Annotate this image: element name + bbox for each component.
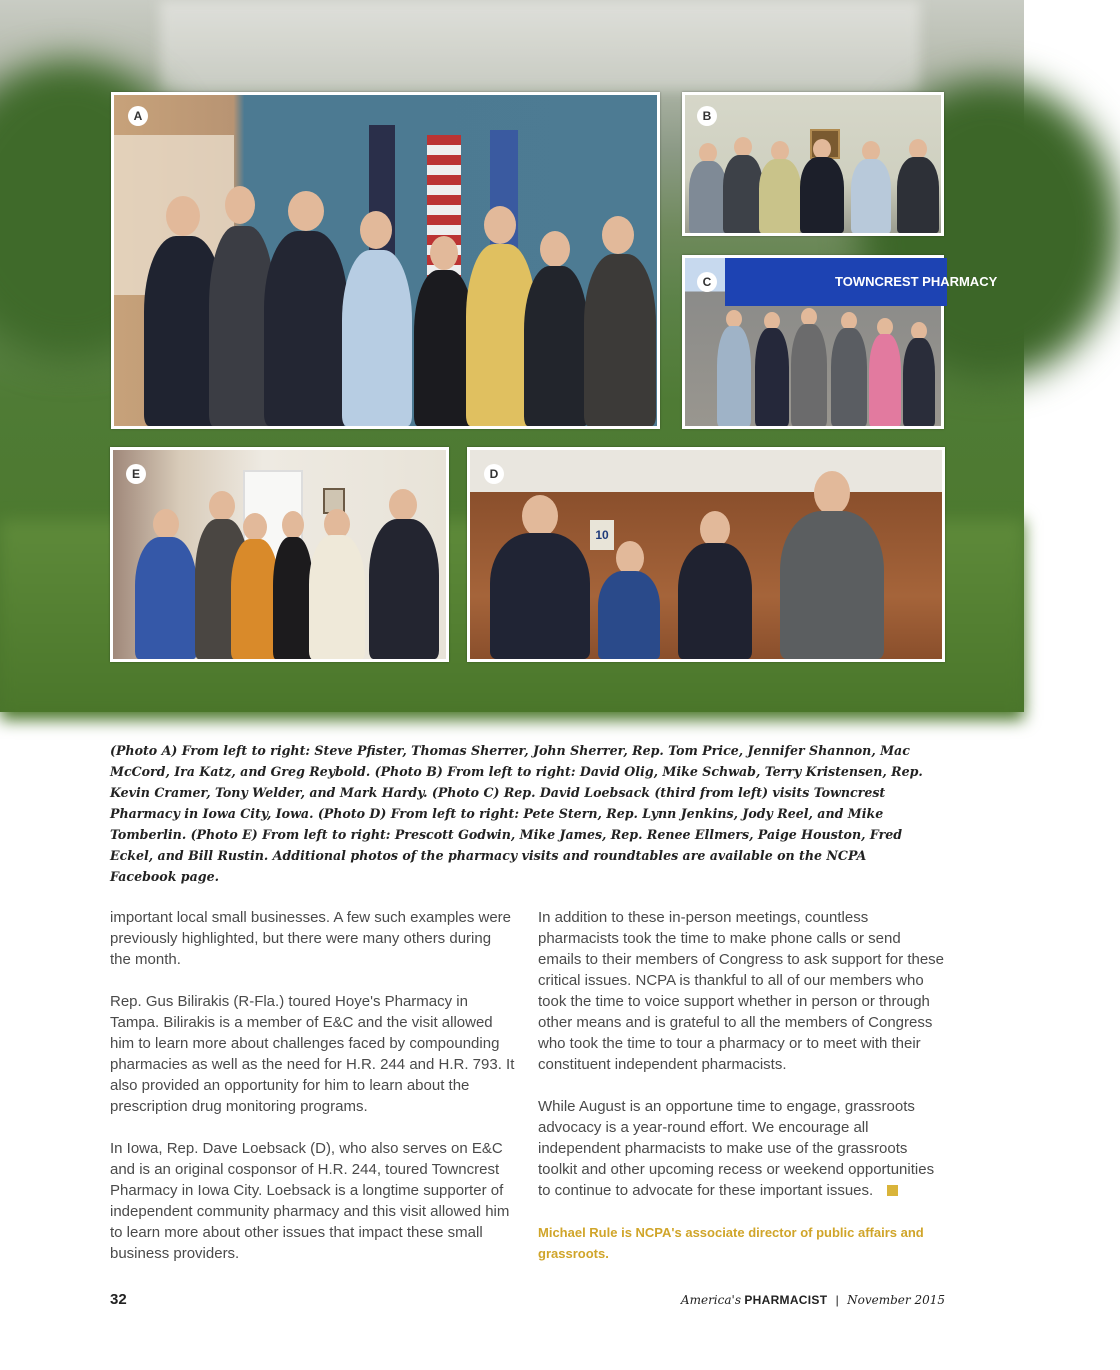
photo-c: [682, 255, 998, 429]
person: [678, 511, 752, 659]
issue-date: November 2015: [847, 1293, 945, 1307]
right-column: [538, 907, 948, 1285]
person: [309, 509, 365, 659]
photo-label: C: [697, 272, 717, 292]
photo-a: [111, 92, 660, 429]
author-bio: Michael Rule is NCPA's associate director of public affairs and grassroots.: [538, 1225, 924, 1261]
photo-e: [110, 447, 449, 662]
magazine-prefix: America's: [680, 1293, 741, 1307]
person: [791, 308, 827, 426]
award-plaque: 10: [590, 520, 614, 550]
magazine-name: PHARMACIST: [744, 1293, 828, 1307]
photo-d: [467, 447, 945, 662]
person: [264, 191, 348, 426]
end-of-article-icon: [887, 1185, 898, 1196]
photo-b: [682, 92, 944, 236]
person: [755, 312, 789, 426]
photo-label: A: [128, 106, 148, 126]
page-number: 32: [110, 1291, 127, 1308]
person: [897, 139, 939, 233]
person: [273, 511, 313, 659]
paragraph: Rep. Gus Bilirakis (R-Fla.) toured Hoye's Pharmacy in Tampa. Bilirakis is a member of E&C and the visit allowed him to learn more about challenges faced by compounding pharmacies as well as the need for H.R. 244 and H.R. 793. It also provided an opportunity for him to learn about the prescription drug monitoring programs.: [110, 993, 515, 1115]
person: [490, 495, 590, 659]
person: [689, 143, 727, 233]
person: [831, 312, 867, 426]
person: [342, 211, 412, 426]
person: [414, 236, 474, 426]
person: [800, 139, 844, 233]
person: [780, 471, 884, 659]
person: [598, 541, 660, 659]
person: [903, 322, 935, 426]
paragraph-text: While August is an opportune time to engage, grassroots advocacy is a year-round effort. We encourage all independent pharmacists to make use of the grassroots toolkit and other upcoming recess or weekend opportunities to continue to advocate for these important issues.: [538, 1098, 935, 1199]
person: [869, 318, 901, 426]
person: [369, 489, 439, 659]
magazine-footer: [681, 1293, 945, 1307]
photo-label: B: [697, 106, 717, 126]
person: [231, 513, 279, 659]
person: [584, 216, 656, 426]
person: [723, 137, 763, 233]
left-column: [110, 907, 515, 1285]
paragraph: In Iowa, Rep. Dave Loebsack (D), who also serves on E&C and is an original cosponsor of H.R. 244, toured Towncrest Pharmacy in Iowa City. Loebsack is a longtime supporter of independent community pharmacy and this visit allowed him to learn more about other issues that impact these small business providers.: [110, 1140, 510, 1262]
photo-label: E: [126, 464, 146, 484]
person: [717, 310, 751, 426]
footer-separator: |: [835, 1293, 839, 1307]
paragraph: In addition to these in-person meetings, countless pharmacists took the time to make phone calls or send emails to their members of Congress to ask support for these critical issues. NCPA is thankful to all of our members who took the time to voice support whether in person or through other means and is grateful to all the members of Congress who took the time to tour a pharmacy or to meet with their constituent independent pharmacists.: [538, 909, 945, 1073]
photo-caption: (Photo A) From left to right: Steve Pfister, Thomas Sherrer, John Sherrer, Rep. Tom Price, Jennifer Shannon, Mac McCord, Ira Katz, and Greg Reybold. (Photo B) From left to right: David Olig, Mike Schwab, Terry Kristensen, Rep. Kevin Cramer, Tony Welder, and Mark Hardy. (Photo C) Rep. David Loebsack (third from left) visits Towncrest Pharmacy in Iowa City, Iowa. (Photo D) From left to right: Pete Stern, Rep. Lynn Jenkins, Jody Reel, and Mike Tomberlin. (Photo E) From left to right: Prescott Godwin, Mike James, Rep. Renee Ellmers, Paige Houston, Fred Eckel, and Bill Rustin. Additional photos of the pharmacy visits and roundtables are available on the NCPA Facebook page.: [110, 743, 923, 884]
photo-label: D: [484, 464, 504, 484]
paragraph-final: [538, 1096, 948, 1201]
photo-background-band: [0, 0, 1024, 712]
paragraph: important local small businesses. A few such examples were previously highlighted, but there were many others during the month.: [110, 909, 512, 968]
person: [135, 509, 197, 659]
person: [759, 141, 801, 233]
person: [851, 141, 891, 233]
person: [524, 231, 588, 426]
blurred-sky: [160, 0, 920, 90]
storefront-sign: TOWNCREST PHARMACY: [725, 258, 947, 306]
